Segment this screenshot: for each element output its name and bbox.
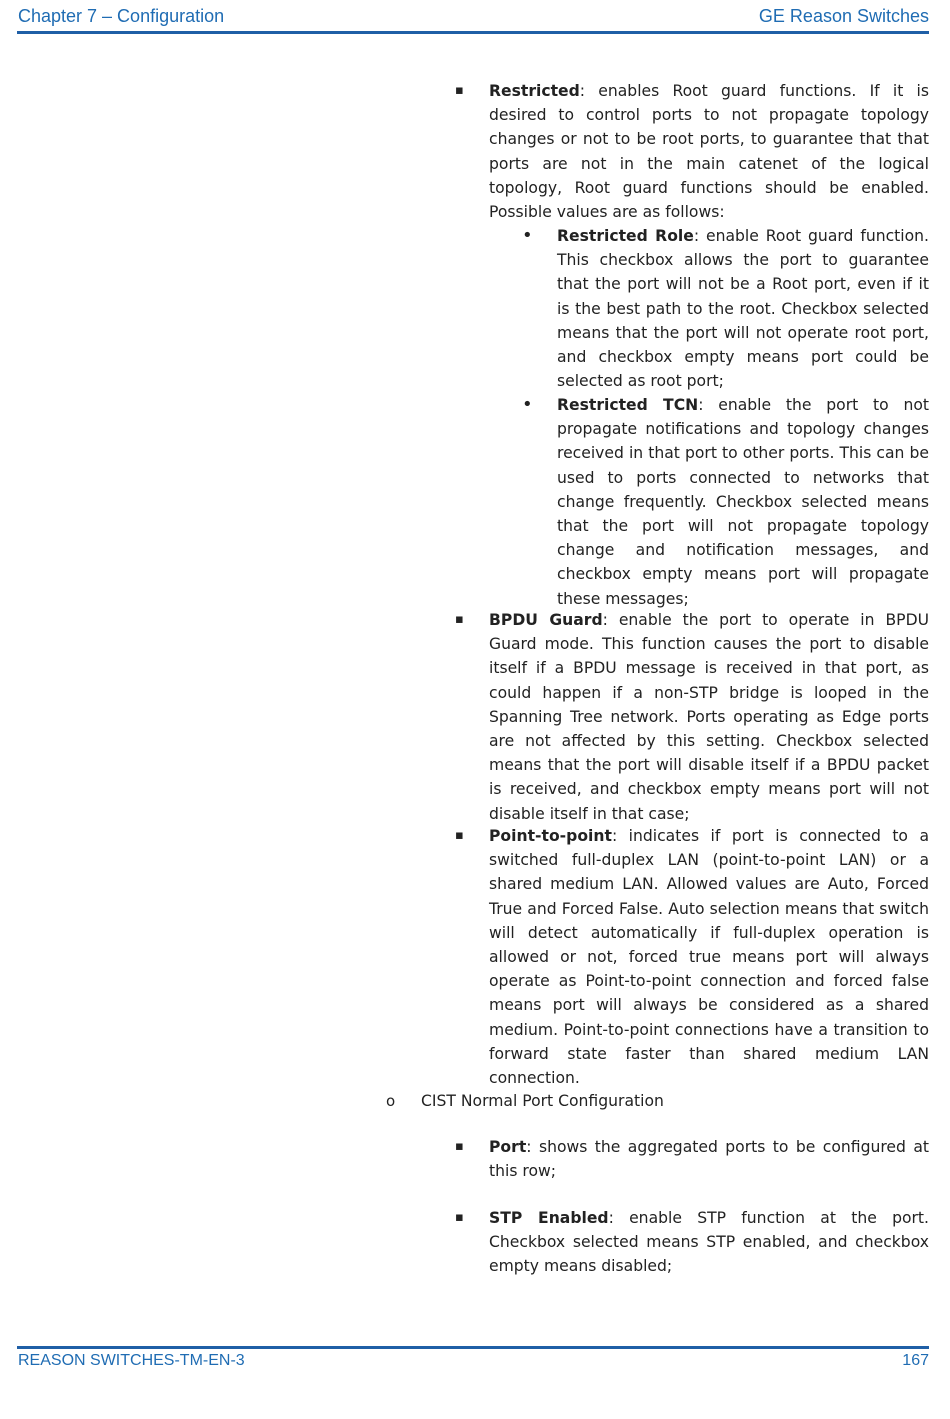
term-stp-enabled: STP Enabled (489, 1209, 609, 1227)
desc-restricted: : enables Root guard functions. If it is desired to control ports to not propagate topology changes or not to be root ports, to guarantee that that ports are not in the main catenet of the logical topology, Root guard functions should be enabled. Possible values are as follows: (489, 82, 929, 222)
square-bullet-icon: ▪ (455, 828, 464, 843)
list-item-point-to-point (489, 824, 929, 1090)
document-code: REASON SWITCHES-TM-EN-3 (18, 1352, 245, 1369)
term-restricted-role: Restricted Role (557, 227, 694, 245)
header-rule (17, 31, 929, 34)
document-title: GE Reason Switches (758, 6, 929, 26)
term-point-to-point: Point-to-point (489, 827, 612, 845)
list-item-restricted-role (557, 224, 929, 393)
square-bullet-icon: ▪ (455, 83, 464, 98)
page-number: 167 (902, 1352, 929, 1369)
square-bullet-icon: ▪ (455, 1139, 464, 1154)
page-header (18, 6, 929, 30)
term-restricted: Restricted (489, 82, 580, 100)
list-item-bpdu-guard (489, 608, 929, 826)
desc-point-to-point: : indicates if port is connected to a switched full-duplex LAN (point-to-point LAN) or a shared medium LAN. Allowed values are Auto, Forced True and Forced False. Auto selection means that switch will detect automatically if full-duplex operation is allowed or not, forced true means port will always operate as Point-to-point connection and forced false means port will always be considered as a shared medium. Point-to-point connections have a transition to forward state faster than shared medium LAN connection. (489, 827, 929, 1088)
list-item-restricted (489, 79, 929, 224)
desc-bpdu-guard: : enable the port to operate in BPDU Guard mode. This function causes the port to disable itself if a BPDU message is received in that port, as could happen if a non-STP bridge is looped in the Spanning Tree network. Ports operating as Edge ports are not affected by this setting. Checkbox selected means that the port will disable itself if a BPDU packet is received, and checkbox empty means port will not disable itself in that case; (489, 611, 929, 823)
round-bullet-icon: • (522, 225, 533, 246)
list-item-stp-enabled (489, 1206, 929, 1279)
footer-rule (17, 1346, 929, 1349)
term-restricted-tcn: Restricted TCN (557, 396, 699, 414)
chapter-title: Chapter 7 – Configuration (18, 6, 225, 26)
term-port: Port (489, 1138, 527, 1156)
subsection-cist-normal (421, 1089, 929, 1113)
subsection-title: CIST Normal Port Configuration (421, 1092, 664, 1110)
term-bpdu-guard: BPDU Guard (489, 611, 603, 629)
round-bullet-icon: • (522, 394, 533, 415)
desc-restricted-tcn: : enable the port to not propagate notifications and topology changes received in that port to other ports. This can be used to ports connected to networks that change frequently. Checkbox selected means that the port will not propagate topology change and notification messages, and checkbox empty means port will propagate these messages; (557, 396, 929, 608)
desc-port: : shows the aggregated ports to be configured at this row; (489, 1138, 929, 1181)
square-bullet-icon: ▪ (455, 1210, 464, 1225)
list-item-port (489, 1135, 929, 1183)
square-bullet-icon: ▪ (455, 612, 464, 627)
desc-restricted-role: : enable Root guard function. This checkbox allows the port to guarantee that the port will not be a Root port, even if it is the best path to the root. Checkbox selected means that the port will not operate root port, and checkbox empty means port could be selected as root port; (557, 227, 929, 391)
desc-stp-enabled: : enable STP function at the port. Checkbox selected means STP enabled, and checkbox empty means disabled; (489, 1209, 929, 1276)
circle-bullet-icon: o (386, 1092, 396, 1110)
list-item-restricted-tcn (557, 393, 929, 611)
page-footer (18, 1352, 929, 1374)
